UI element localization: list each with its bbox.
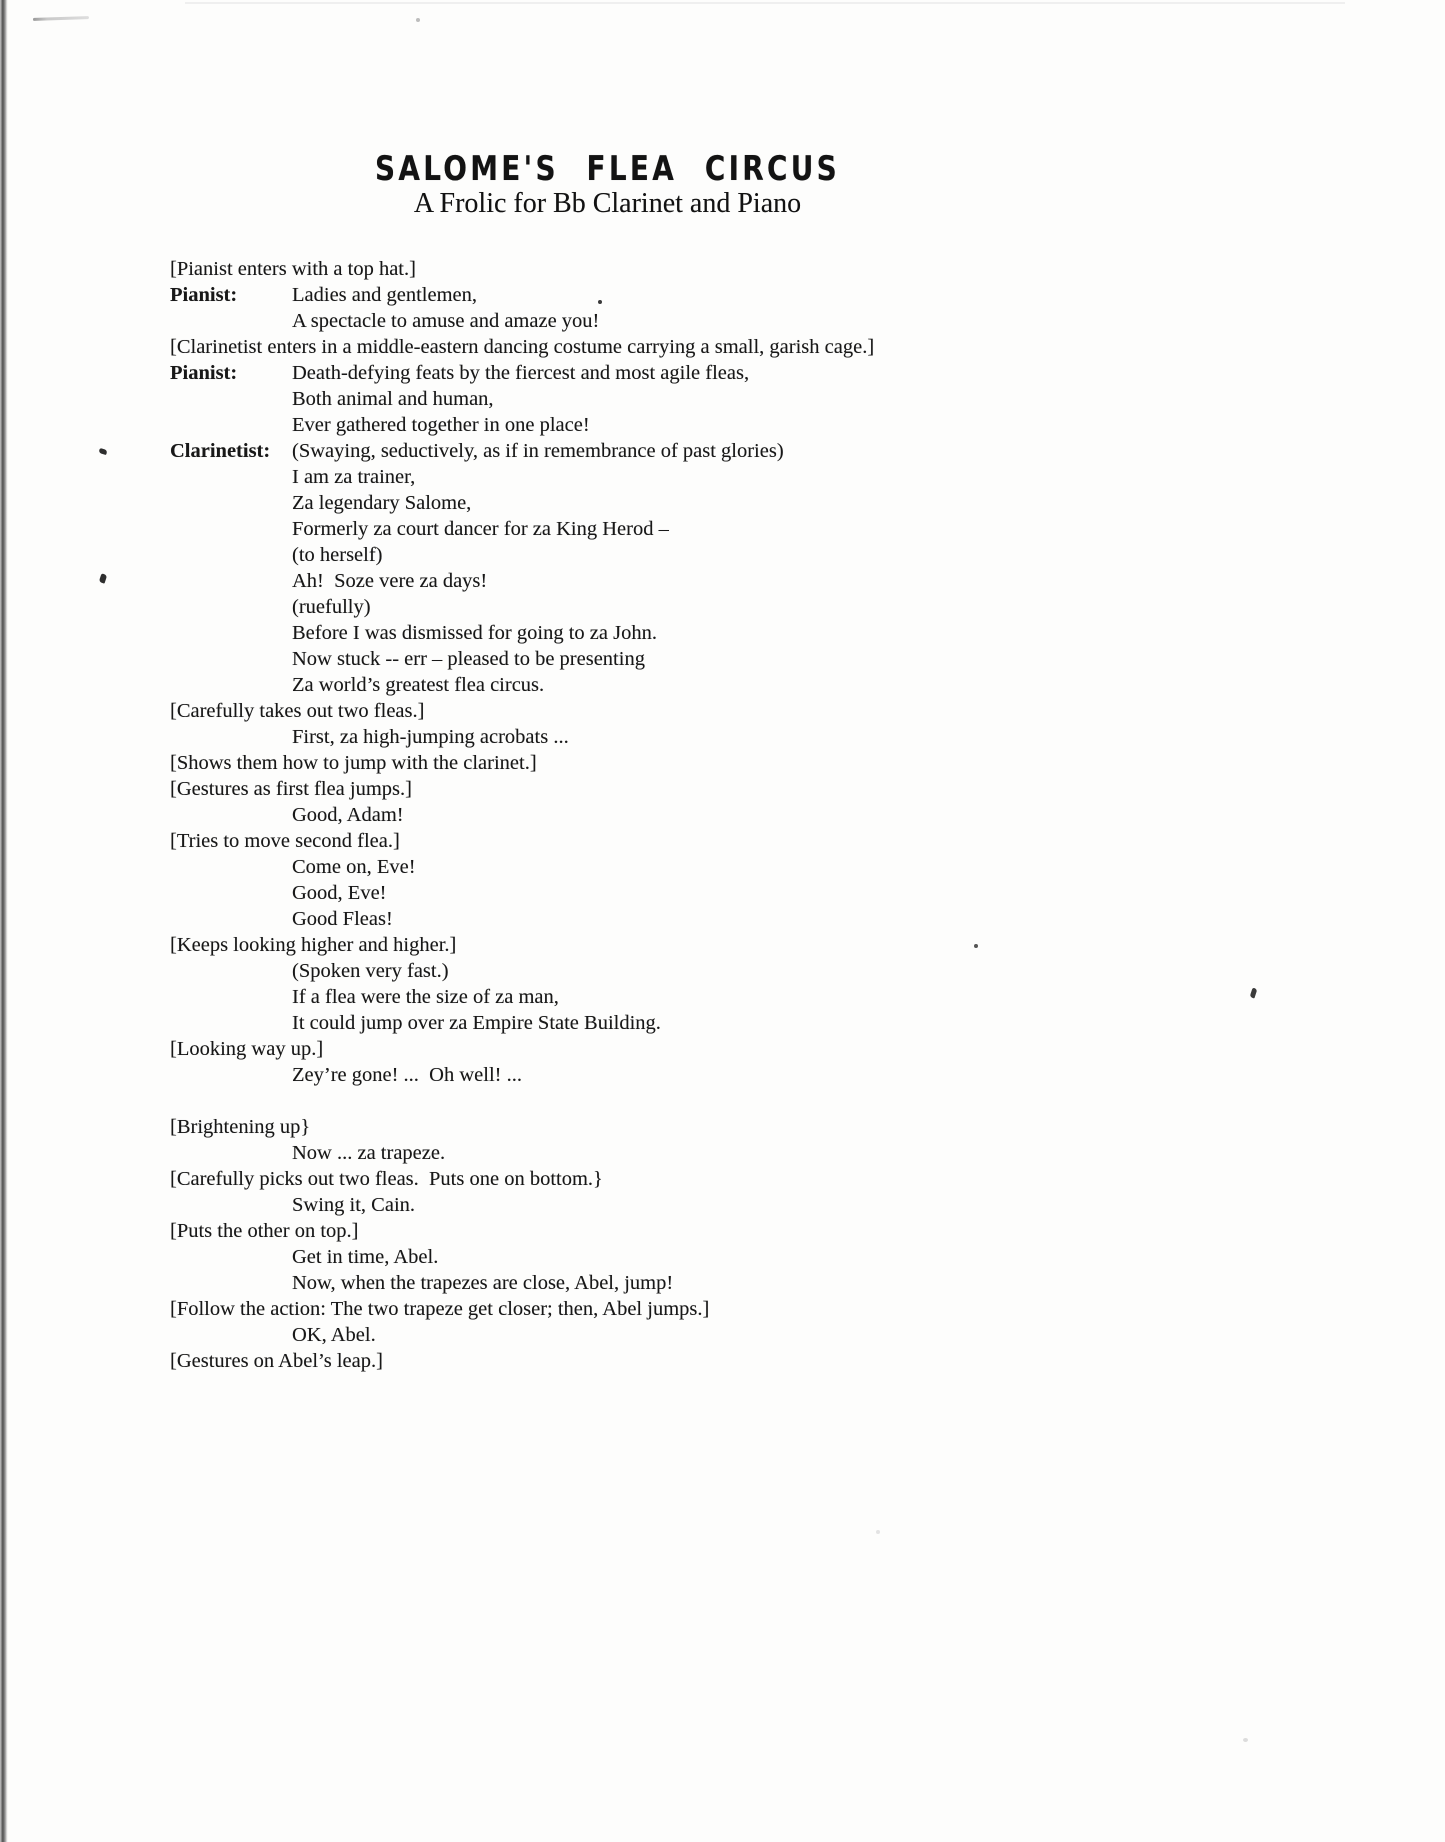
dialogue-text: Zey’re gone! ... Oh well! ... bbox=[292, 1064, 522, 1086]
direction-text: [Tries to move second flea.] bbox=[170, 830, 400, 852]
direction-text: [Looking way up.] bbox=[170, 1038, 324, 1060]
scanner-edge-artifact bbox=[0, 0, 8, 1842]
direction-text: [Carefully takes out two fleas.] bbox=[170, 700, 425, 722]
script-line bbox=[170, 516, 1410, 542]
script-line bbox=[170, 724, 1410, 750]
script-line bbox=[170, 386, 1410, 412]
dialogue-text: Good Fleas! bbox=[292, 908, 393, 930]
dialogue-text: Before I was dismissed for going to za John. bbox=[292, 622, 657, 644]
script-line bbox=[170, 1322, 1410, 1348]
script-line bbox=[170, 984, 1410, 1010]
script-line bbox=[170, 282, 1410, 308]
title-block bbox=[0, 150, 1215, 220]
script-line bbox=[170, 958, 1410, 984]
stage-direction bbox=[170, 1348, 1410, 1374]
direction-text: [Follow the action: The two trapeze get closer; then, Abel jumps.] bbox=[170, 1298, 710, 1320]
stage-direction bbox=[170, 776, 1410, 802]
direction-text: [Clarinetist enters in a middle-eastern dancing costume carrying a small, garish cage.] bbox=[170, 336, 875, 358]
dialogue-text: Now, when the trapezes are close, Abel, jump! bbox=[292, 1272, 674, 1294]
dialogue-text: Both animal and human, bbox=[292, 388, 494, 410]
direction-text: [Gestures as first flea jumps.] bbox=[170, 778, 412, 800]
direction-text: [Pianist enters with a top hat.] bbox=[170, 258, 416, 280]
dialogue-text: Swing it, Cain. bbox=[292, 1194, 416, 1216]
script-line bbox=[170, 1140, 1410, 1166]
stage-direction bbox=[170, 932, 1410, 958]
scan-speck bbox=[98, 448, 107, 455]
stage-direction bbox=[170, 1166, 1410, 1192]
script-line bbox=[170, 1192, 1410, 1218]
dialogue-text: Good, Eve! bbox=[292, 882, 387, 904]
dialogue-text: Za legendary Salome, bbox=[292, 492, 472, 514]
page-subtitle: A Frolic for Bb Clarinet and Piano bbox=[413, 188, 802, 219]
dialogue-text: First, za high-jumping acrobats ... bbox=[292, 726, 569, 748]
stage-direction bbox=[170, 256, 1410, 282]
dialogue-text: Come on, Eve! bbox=[292, 856, 416, 878]
dialogue-text: A spectacle to amuse and amaze you! bbox=[292, 310, 600, 332]
scan-speck bbox=[876, 1530, 880, 1534]
stage-direction bbox=[170, 334, 1410, 360]
script-line bbox=[170, 308, 1410, 334]
script-lines bbox=[170, 256, 1410, 1374]
scan-speck bbox=[1243, 1738, 1248, 1742]
page-title: SALOME'S FLEA CIRCUS bbox=[375, 149, 840, 189]
scan-speck bbox=[99, 573, 107, 583]
speaker-label: Pianist: bbox=[170, 284, 238, 306]
script-line bbox=[170, 542, 1410, 568]
script-line bbox=[170, 1010, 1410, 1036]
direction-text: [Brightening up} bbox=[170, 1116, 311, 1138]
stage-direction bbox=[170, 828, 1410, 854]
dialogue-text: Ladies and gentlemen, bbox=[292, 284, 478, 306]
speaker-label: Pianist: bbox=[170, 362, 238, 384]
script-line bbox=[170, 360, 1410, 386]
script-line bbox=[170, 854, 1410, 880]
script-line bbox=[170, 568, 1410, 594]
dialogue-text: (Swaying, seductively, as if in remembrance of past glories) bbox=[292, 440, 784, 462]
script-line bbox=[170, 1062, 1410, 1088]
scan-speck bbox=[598, 300, 602, 304]
direction-text: [Carefully picks out two fleas. Puts one on bottom.} bbox=[170, 1168, 603, 1190]
script-line bbox=[170, 438, 1410, 464]
dialogue-text: Formerly za court dancer for za King Herod – bbox=[292, 518, 669, 540]
script-line bbox=[170, 594, 1410, 620]
pencil-mark bbox=[33, 16, 89, 21]
dialogue-text: OK, Abel. bbox=[292, 1324, 376, 1346]
script-line bbox=[170, 672, 1410, 698]
direction-text: [Keeps looking higher and higher.] bbox=[170, 934, 457, 956]
script-line bbox=[170, 802, 1410, 828]
dialogue-text: Now ... za trapeze. bbox=[292, 1142, 446, 1164]
dialogue-text: Za world’s greatest flea circus. bbox=[292, 674, 545, 696]
dialogue-text: (ruefully) bbox=[292, 596, 371, 618]
speaker-label: Clarinetist: bbox=[170, 440, 271, 462]
stage-direction bbox=[170, 1296, 1410, 1322]
dialogue-text: (to herself) bbox=[292, 544, 383, 566]
script-line bbox=[170, 412, 1410, 438]
script-line bbox=[170, 646, 1410, 672]
dialogue-text: It could jump over za Empire State Building. bbox=[292, 1012, 661, 1034]
stage-direction bbox=[170, 750, 1410, 776]
stage-direction bbox=[170, 1114, 1410, 1140]
script-line bbox=[170, 620, 1410, 646]
dialogue-text: Death-defying feats by the fiercest and most agile fleas, bbox=[292, 362, 750, 384]
script-line bbox=[170, 906, 1410, 932]
direction-text: [Gestures on Abel’s leap.] bbox=[170, 1350, 383, 1372]
dialogue-text: I am za trainer, bbox=[292, 466, 416, 488]
scan-speck bbox=[416, 18, 420, 22]
stage-direction bbox=[170, 1218, 1410, 1244]
stage-direction bbox=[170, 698, 1410, 724]
script-line bbox=[170, 1244, 1410, 1270]
stage-direction bbox=[170, 1036, 1410, 1062]
dialogue-text: Good, Adam! bbox=[292, 804, 404, 826]
script-line bbox=[170, 880, 1410, 906]
script-line bbox=[170, 464, 1410, 490]
scan-speck bbox=[974, 944, 978, 948]
script-line bbox=[170, 1270, 1410, 1296]
dialogue-text: Get in time, Abel. bbox=[292, 1246, 439, 1268]
blank-line bbox=[170, 1088, 1410, 1114]
dialogue-text: Ever gathered together in one place! bbox=[292, 414, 590, 436]
direction-text: [Puts the other on top.] bbox=[170, 1220, 359, 1242]
dialogue-text: Now stuck -- err – pleased to be presenting bbox=[292, 648, 645, 670]
script-line bbox=[170, 490, 1410, 516]
scan-top-line-artifact bbox=[185, 2, 1345, 4]
dialogue-text: Ah! Soze vere za days! bbox=[292, 570, 488, 592]
direction-text: [Shows them how to jump with the clarinet.] bbox=[170, 752, 537, 774]
dialogue-text: If a flea were the size of za man, bbox=[292, 986, 559, 1008]
dialogue-text: (Spoken very fast.) bbox=[292, 960, 449, 982]
